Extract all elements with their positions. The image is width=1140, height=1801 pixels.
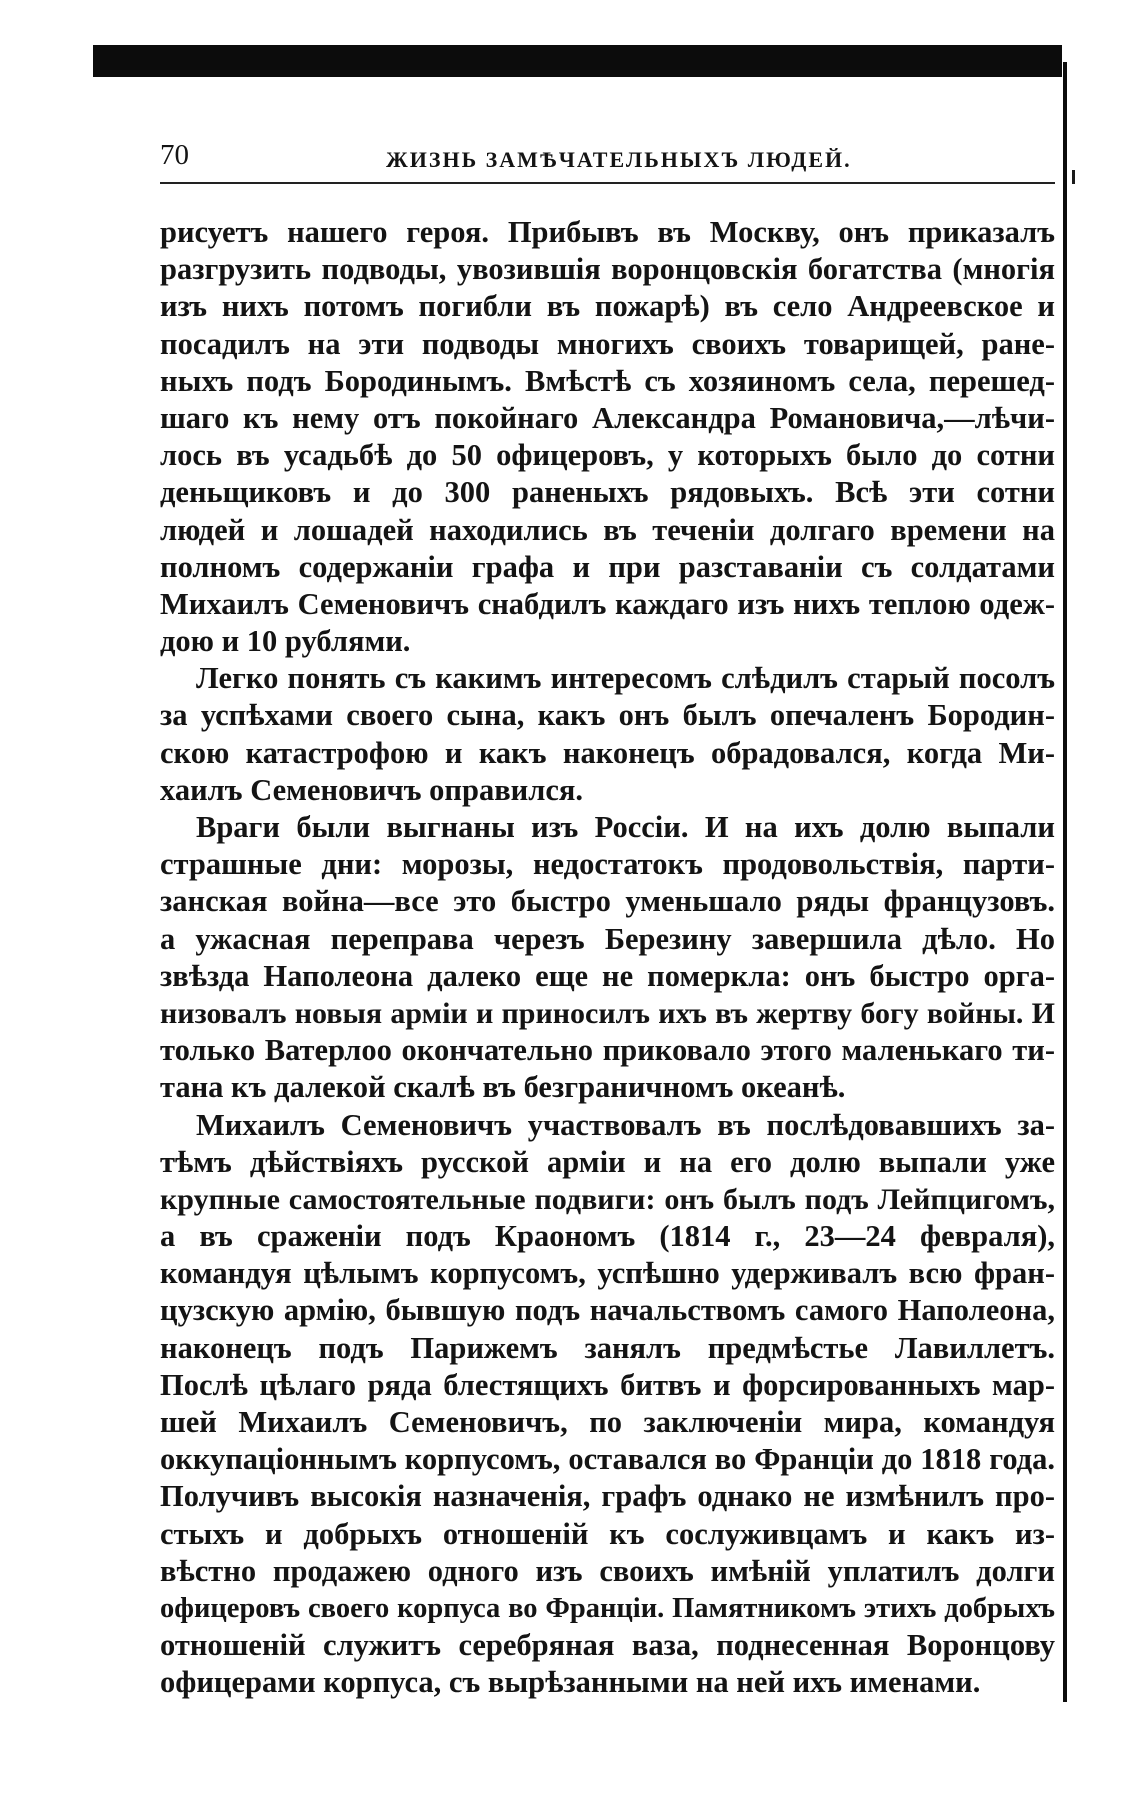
text-line: отношеній служитъ серебряная ваза, поднесенная Воронцову bbox=[160, 1628, 1055, 1663]
scan-right-edge bbox=[1063, 62, 1067, 1702]
text-line: разгрузить подводы, увозившія воронцовскія богатства (многія bbox=[160, 252, 1055, 287]
header-rule bbox=[160, 182, 1055, 184]
text-line: стыхъ и добрыхъ отношеній къ сослуживцамъ и какъ из- bbox=[160, 1516, 1055, 1551]
text-line: Легко понять съ какимъ интересомъ слѣдилъ старый посолъ bbox=[196, 661, 1055, 696]
text-line: цузскую армію, бывшую подъ начальствомъ самого Наполеона, bbox=[160, 1293, 1055, 1328]
text-line: только Ватерлоо окончательно приковало этого маленькаго ти- bbox=[160, 1033, 1055, 1068]
text-line: шаго къ нему отъ покойнаго Александра Романовича,—лѣчи- bbox=[160, 400, 1055, 435]
text-line: лось въ усадьбѣ до 50 офицеровъ, у которыхъ было до сотни bbox=[160, 438, 1055, 473]
text-line: Михаилъ Семеновичъ участвовалъ въ послѣдовавшихъ за- bbox=[196, 1107, 1055, 1142]
text-line: полномъ содержаніи графа и при разставаніи съ солдатами bbox=[160, 549, 1055, 584]
scan-top-border bbox=[93, 45, 1062, 77]
text-line: вѣстно продажею одного изъ своихъ имѣній уплатилъ долги bbox=[160, 1553, 1055, 1588]
text-line: занская война—все это быстро уменьшало ряды французовъ. bbox=[160, 884, 1055, 919]
scan-edge-mark bbox=[1072, 170, 1075, 184]
text-line: офицеровъ своего корпуса во Франціи. Памятникомъ этихъ добрыхъ bbox=[160, 1592, 1055, 1624]
text-line: рисуетъ нашего героя. Прибывъ въ Москву, онъ приказалъ bbox=[160, 215, 1055, 249]
text-line: Послѣ цѣлаго ряда блестящихъ битвъ и форсированныхъ мар- bbox=[160, 1367, 1055, 1402]
text-line: оккупаціоннымъ корпусомъ, оставался во Франціи до 1818 года. bbox=[160, 1442, 1055, 1477]
text-line: Михаилъ Семеновичъ снабдилъ каждаго изъ нихъ теплою одеж- bbox=[160, 586, 1055, 621]
paragraph-4 bbox=[160, 1107, 1055, 1702]
text-line: тана къ далекой скалѣ въ безграничномъ океанѣ. bbox=[160, 1070, 846, 1105]
text-line: офицерами корпуса, съ вырѣзанными на ней ихъ именами. bbox=[160, 1665, 981, 1700]
text-line: Враги были выгнаны изъ Россіи. И на ихъ долю выпали bbox=[196, 810, 1055, 844]
text-line: низовалъ новыя арміи и приносилъ ихъ въ жертву богу войны. И bbox=[160, 996, 1055, 1030]
text-line: шей Михаилъ Семеновичъ, по заключеніи мира, командуя bbox=[160, 1405, 1055, 1439]
page-number: 70 bbox=[160, 139, 189, 171]
text-line: крупные самостоятельные подвиги: онъ былъ подъ Лейпцигомъ, bbox=[160, 1182, 1055, 1216]
text-line: изъ нихъ потомъ погибли въ пожарѣ) въ село Андреевское и bbox=[160, 289, 1055, 324]
text-line: посадилъ на эти подводы многихъ своихъ товарищей, ране- bbox=[160, 326, 1055, 361]
paragraph-1 bbox=[160, 214, 1055, 660]
text-line: деньщиковъ и до 300 раненыхъ рядовыхъ. Всѣ эти сотни bbox=[160, 475, 1055, 510]
paragraph-3 bbox=[160, 809, 1055, 1107]
text-line: командуя цѣлымъ корпусомъ, успѣшно удерживалъ всю фран- bbox=[160, 1256, 1055, 1291]
text-line: а въ сраженіи подъ Краономъ (1814 г., 23—24 февраля), bbox=[160, 1219, 1055, 1254]
text-line: ныхъ подъ Бородинымъ. Вмѣстѣ съ хозяиномъ села, перешед- bbox=[160, 363, 1055, 398]
text-line: хаилъ Семеновичъ оправился. bbox=[160, 772, 584, 807]
text-line: а ужасная переправа черезъ Березину завершила дѣло. Но bbox=[160, 921, 1055, 956]
text-line: звѣзда Наполеона далеко еще не померкла: онъ быстро орга- bbox=[160, 958, 1055, 993]
running-title: ЖИЗНЬ ЗАМѢЧАТЕЛЬНЫХЪ ЛЮДЕЙ. bbox=[386, 147, 852, 172]
text-line: наконецъ подъ Парижемъ занялъ предмѣстье Лавиллетъ. bbox=[160, 1330, 1055, 1365]
text-line: людей и лошадей находились въ теченіи долгаго времени на bbox=[160, 512, 1055, 547]
text-line: скою катастрофою и какъ наконецъ обрадовался, когда Ми- bbox=[160, 735, 1055, 770]
text-line: Получивъ высокія назначенія, графъ однако не измѣнилъ про- bbox=[160, 1479, 1055, 1514]
text-line: за успѣхами своего сына, какъ онъ былъ опечаленъ Бородин- bbox=[160, 698, 1055, 733]
text-line: страшные дни: морозы, недостатокъ продовольствія, парти- bbox=[160, 847, 1055, 882]
page-body bbox=[160, 214, 1055, 1702]
paragraph-2 bbox=[160, 660, 1055, 809]
text-line: тѣмъ дѣйствіяхъ русской арміи и на его долю выпали уже bbox=[160, 1144, 1055, 1179]
text-line: дою и 10 рублями. bbox=[160, 624, 411, 659]
